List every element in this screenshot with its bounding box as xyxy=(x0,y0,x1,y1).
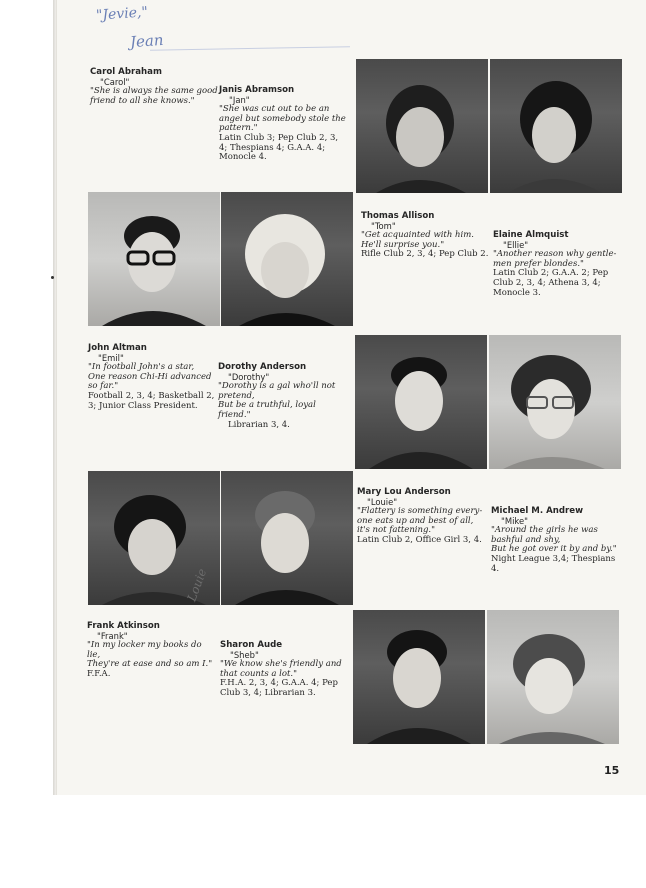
student-quote: "Flattery is something every- one eats up and best of all, it's not fattening." xyxy=(357,506,483,536)
student-activities: Rifle Club 2, 3, 4; Pep Club 2. xyxy=(361,249,489,260)
portrait-photo xyxy=(221,192,353,326)
student-entry xyxy=(218,363,352,430)
student-entry xyxy=(220,641,354,699)
scan-margin xyxy=(0,795,646,888)
student-activities: Night League 3,4; Thespians 4. xyxy=(491,553,616,574)
student-quote: "Around the girls he was bashful and shy, But he got over it by and by." xyxy=(491,525,617,555)
student-entry xyxy=(90,68,222,106)
student-quote: "She is always the same good friend to all she knows." xyxy=(90,86,218,106)
student-nickname: "Tom" xyxy=(371,220,396,231)
student-entry xyxy=(493,231,625,298)
student-name: Frank Atkinson xyxy=(87,621,160,631)
student-nickname: "Jan" xyxy=(229,94,250,105)
student-quote: "In my locker my books do lie, They're at ease and so am I." xyxy=(87,640,213,670)
student-entry xyxy=(491,507,625,574)
student-activities: F.F.A. xyxy=(87,668,111,679)
student-name: Carol Abraham xyxy=(90,67,162,77)
student-nickname: "Ellie" xyxy=(503,239,529,250)
page-number: 15 xyxy=(604,764,620,777)
portrait-photo xyxy=(355,335,487,469)
student-nickname: "Dorothy" xyxy=(228,371,270,382)
student-name: Michael M. Andrew xyxy=(491,506,584,516)
portrait-photo xyxy=(88,192,220,326)
student-entry xyxy=(361,212,491,260)
student-name: Janis Abramson xyxy=(219,85,295,95)
student-quote: "She was cut out to be an angel but somebody stole the pattern." xyxy=(219,104,346,134)
student-activities: F.H.A. 2, 3, 4; G.A.A. 4; Pep Club 3, 4; Librarian 3. xyxy=(220,678,338,698)
student-entry xyxy=(219,86,353,163)
student-quote: "In football John's a star, One reason Chi-Hi advanced so far." xyxy=(88,362,212,392)
portrait-photo xyxy=(221,471,353,605)
student-entry xyxy=(88,344,220,411)
student-quote: "Dorothy is a gal who'll not pretend, But be a truthful, loyal friend." xyxy=(218,381,336,420)
student-quote: "Get acquainted with him. He'll surprise you." xyxy=(361,230,474,250)
student-name: Mary Lou Anderson xyxy=(357,487,451,497)
handwritten-note-1: "Jevie," xyxy=(95,4,149,24)
student-name: Sharon Aude xyxy=(220,640,283,650)
student-nickname: "Frank" xyxy=(97,630,128,641)
student-activities: Football 2, 3, 4; Basketball 2, 3; Junior Class President. xyxy=(88,390,215,411)
student-activities: Librarian 3, 4. xyxy=(228,419,290,430)
student-name: John Altman xyxy=(88,343,147,353)
student-entry xyxy=(357,488,491,546)
signature: Louie xyxy=(184,566,210,604)
student-nickname: "Mike" xyxy=(501,515,528,526)
student-name: Elaine Almquist xyxy=(493,230,569,240)
portrait-photo xyxy=(489,335,621,469)
student-name: Dorothy Anderson xyxy=(218,362,307,372)
portrait-photo xyxy=(487,610,619,744)
student-activities: Latin Club 2, Office Girl 3, 4. xyxy=(357,534,482,545)
portrait-photo xyxy=(356,59,488,193)
handwritten-note-2: Jean xyxy=(129,30,165,52)
student-nickname: "Louie" xyxy=(367,496,398,507)
student-activities: Latin Club 3; Pep Club 2, 3, 4; Thespians 4; G.A.A. 4; Monocle 4. xyxy=(219,132,339,163)
student-nickname: "Sheb" xyxy=(230,649,259,660)
student-entry xyxy=(87,622,219,680)
student-quote: "Another reason why gentle- men prefer blondes." xyxy=(493,249,617,269)
student-nickname: "Carol" xyxy=(100,76,130,87)
student-activities: Latin Club 2; G.A.A. 2; Pep Club 2, 3, 4; Athena 3, 4; Monocle 3. xyxy=(493,268,609,298)
portrait-photo xyxy=(490,59,622,193)
student-nickname: "Emil" xyxy=(98,352,124,363)
scan-dot xyxy=(51,276,54,279)
student-name: Thomas Allison xyxy=(361,211,435,221)
student-quote: "We know she's friendly and that counts a lot." xyxy=(220,659,342,679)
portrait-photo xyxy=(353,610,485,744)
